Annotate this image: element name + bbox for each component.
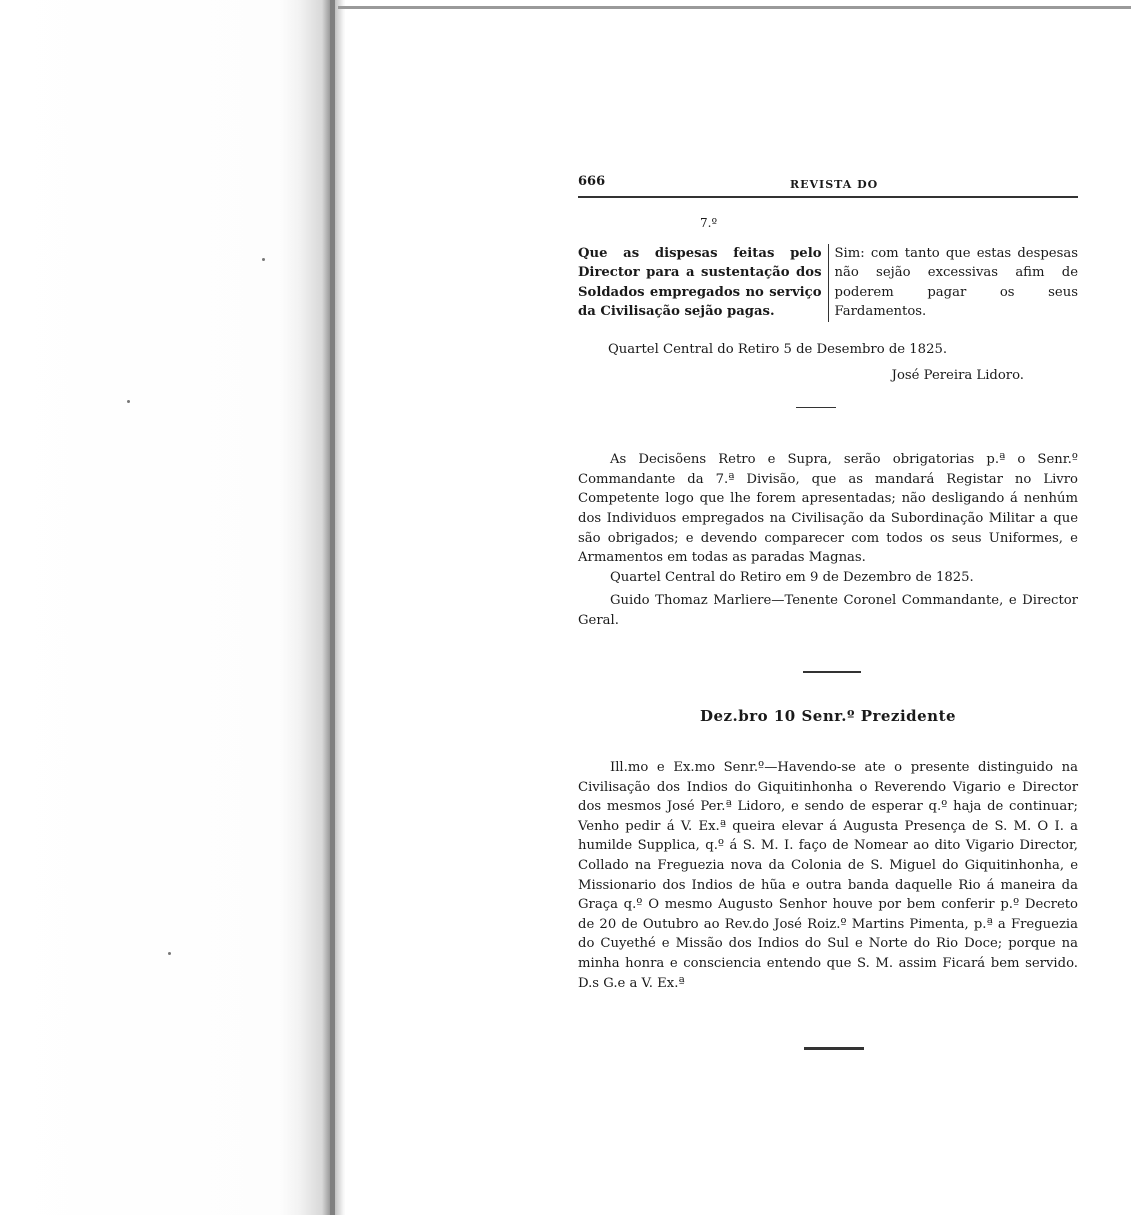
letter-body: Ill.mo e Ex.mo Senr.º—Havendo-se ate o presente distinguido na Civilisação dos Indios do Giquitinhonha o Reverendo Vigario e Director dos mesmos José Per.ª Lidoro, e sendo de esperar q.º haja de continuar; Venho pedir á V. Ex.ª queira elevar á Augusta Presença de S. M. O I. a humilde Supplica, q.º á S. M. I. faço de Nomear ao dito Vigario Director, Collado na Freguezia nova da Colonia de S. Miguel do Giquitinhonha, e Missionario dos Indios de hũa e outra banda daquelle Rio á maneira da Graça q.º O mesmo Augusto Senhor houve por bem conferir p.º Decreto de 20 de Outubro ao Rev.do José Roiz.º Martins Pimenta, p.ª a Freguezia do Cuyethé e Missão dos Indios do Sul e Norte do Rio Doce; porque na minha honra e consciencia entendo que S. M. assim Ficará bem servido. D.s G.e a V. Ex.ª xyxy=(578,760,1078,991)
dateline-1: Quartel Central do Retiro 5 de Desembro de 1825. xyxy=(608,341,948,357)
decisions-paragraph: As Decisõens Retro e Supra, serão obrigatorias p.ª o Senr.º Commandante da 7.ª Divisão, que as mandará Registar no Livro Competente logo que lhe forem apresentadas; não desligando á nenhúm dos Individuos empregados na Civilisação da Subordinação Militar a que são obrigados; e devendo comparecer com todos os seus Uniformes, e Armamentos em todas as paradas Magnas. xyxy=(578,452,1078,566)
request-column xyxy=(578,244,829,322)
section-divider xyxy=(803,671,861,673)
response-text: Sim: com tanto que estas despesas não sejão excessivas afim de poderem pagar os seus Fardamentos. xyxy=(834,245,1078,320)
scan-speck xyxy=(262,258,265,261)
response-column xyxy=(829,244,1079,322)
page-top-edge xyxy=(338,6,1131,9)
end-divider xyxy=(804,1047,864,1050)
section-divider xyxy=(796,407,836,408)
letter-heading: Dez.bro 10 Senr.º Prezidente xyxy=(699,706,957,725)
running-head: REVISTA DO xyxy=(790,178,879,191)
header-rule xyxy=(578,196,1078,198)
gutter-shadow xyxy=(330,0,335,1215)
scan-speck xyxy=(168,952,171,955)
section-number: 7.º xyxy=(700,216,718,230)
page-header xyxy=(578,172,1078,196)
book-gutter xyxy=(0,0,345,1215)
dateline-2: Quartel Central do Retiro em 9 de Dezembro de 1825. xyxy=(610,569,974,585)
book-page xyxy=(578,172,1078,1050)
request-response-table xyxy=(578,244,1078,322)
page-number: 666 xyxy=(578,174,606,189)
signature-2: Guido Thomaz Marliere—Tenente Coronel Commandante, e Director Geral. xyxy=(578,593,1078,628)
scan-speck xyxy=(127,400,130,403)
request-text: Que as dispesas feitas pelo Director para a sustentação dos Soldados empregados no serviço da Civilisação sejão pagas. xyxy=(578,245,822,320)
signature-1: José Pereira Lidoro. xyxy=(891,367,1024,383)
